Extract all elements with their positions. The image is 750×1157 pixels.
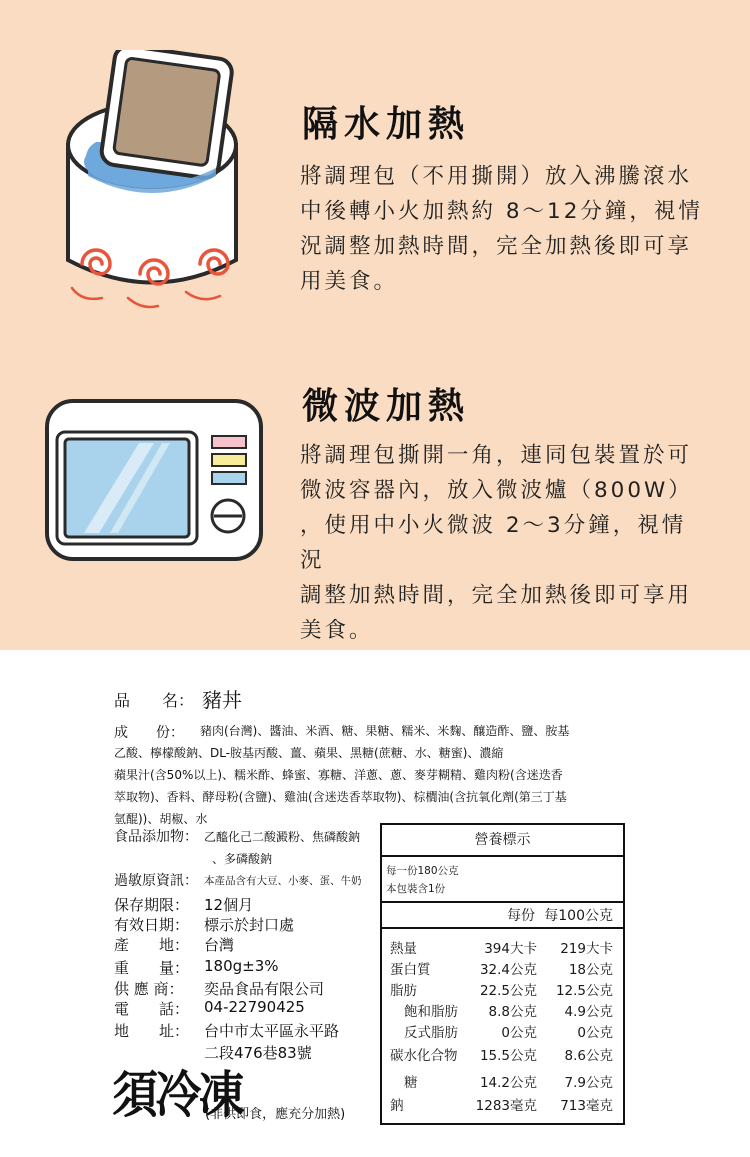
shelf-life-key: 保存期限：: [114, 896, 190, 914]
ingredient-line: 豬肉(台灣)、醬油、米酒、糖、果糖、糯米、米麴、釀造酢、鹽、胺基: [200, 724, 570, 738]
per-100g-value: 4.9公克: [564, 1004, 613, 1020]
additives-key: 食品添加物：: [114, 829, 198, 845]
per-serving-value: 1283毫克: [475, 1098, 537, 1114]
nutrient-name: 碳水化合物: [390, 1048, 458, 1064]
table-divider: [382, 927, 623, 929]
shelf-life: 12個月: [204, 896, 254, 914]
per-serving-value: 8.8公克: [488, 1004, 537, 1020]
phone-number: 04-22790425: [204, 998, 305, 1016]
per-100g-value: 12.5公克: [555, 983, 613, 999]
heating-warning: (非供即食，應充分加熱): [205, 1107, 346, 1122]
desc-line: ，使用中小火微波 2～3分鐘，視情況: [300, 513, 687, 573]
step-description: [300, 438, 710, 648]
per-serving-value: 32.4公克: [479, 962, 537, 978]
microwave-icon: [44, 398, 266, 566]
additives-line: 、多磷酸鈉: [212, 852, 273, 866]
per-100g-value: 18公克: [568, 962, 613, 978]
step-microwave: [0, 330, 750, 650]
origin: 台灣: [204, 936, 235, 954]
product-name-key: 品 名：: [114, 691, 195, 710]
nutrient-name: 熱量: [390, 941, 417, 957]
desc-line: 中後轉小火加熱約 8～12分鐘，視情: [300, 199, 703, 224]
desc-line: 美食。: [300, 618, 374, 643]
supplier: 奕品食品有限公司: [204, 980, 325, 998]
origin-key: 產 地：: [114, 936, 190, 954]
per-serving-value: 14.2公克: [479, 1075, 537, 1091]
per-serving-value: 394大卡: [484, 941, 537, 957]
per-100g-value: 219大卡: [560, 941, 613, 957]
nutrient-row: [382, 979, 623, 1000]
product-name: 豬丼: [202, 688, 242, 712]
nutrient-row: [382, 1071, 623, 1092]
nutrient-row: [382, 1021, 623, 1042]
additives-line: 乙醯化己二酸澱粉、焦磷酸鈉: [204, 830, 361, 844]
expiry-date: 標示於封口處: [204, 916, 295, 934]
ingredients-key: 成 份：: [114, 725, 184, 741]
nutrient-name: 鈉: [390, 1098, 404, 1114]
nutrient-row: [382, 937, 623, 958]
allergen-info: 本產品含有大豆、小麥、蛋、牛奶: [204, 875, 362, 887]
desc-line: 調整加熱時間，完全加熱後即可享用: [300, 583, 693, 608]
weight-key: 重 量：: [114, 959, 190, 977]
col-header-per-100g: 每100公克: [544, 908, 613, 924]
net-weight: 180g±3%: [204, 957, 279, 975]
table-divider: [382, 901, 623, 903]
keep-frozen-stamp: 須冷凍: [112, 1065, 242, 1124]
phone-key: 電 話：: [114, 1000, 190, 1018]
desc-line: 微波容器內，放入微波爐（800W）: [300, 478, 693, 503]
step-boil: [0, 0, 750, 330]
step-description: [300, 159, 710, 299]
nutrient-name: 反式脂肪: [404, 1025, 458, 1041]
nutrient-name: 蛋白質: [390, 962, 431, 978]
address-line: 台中市太平區永平路: [204, 1022, 340, 1040]
per-100g-value: 713毫克: [560, 1098, 613, 1114]
nutrient-row: [382, 1000, 623, 1021]
per-serving-value: 15.5公克: [479, 1048, 537, 1064]
expiry-key: 有效日期：: [114, 916, 190, 934]
address-key: 地 址：: [114, 1022, 190, 1040]
address-line: 二段476巷83號: [204, 1044, 312, 1062]
per-serving-value: 0公克: [501, 1025, 537, 1041]
col-header-per-serving: 每份: [507, 908, 535, 924]
nutrient-row: [382, 958, 623, 979]
ingredient-line: 乙酸、檸檬酸鈉、DL-胺基丙酸、薑、蘋果、黑糖(蔗糖、水、糖蜜)、濃縮: [114, 746, 504, 760]
step-title: 微波加熱: [302, 386, 471, 427]
nutrition-title: 營養標示: [382, 825, 623, 857]
supplier-key: 供 應 商：: [114, 980, 184, 998]
per-100g-value: 8.6公克: [564, 1048, 613, 1064]
nutrition-facts-table: [380, 823, 625, 1125]
per-100g-value: 0公克: [577, 1025, 613, 1041]
nutrient-row: [382, 1094, 623, 1115]
allergen-key: 過敏原資訊：: [114, 873, 198, 889]
desc-line: 用美食。: [300, 269, 399, 294]
nutrient-name: 糖: [404, 1075, 418, 1091]
per-serving-value: 22.5公克: [479, 983, 537, 999]
ingredient-line: 氫醌))、胡椒、水: [114, 812, 208, 826]
ingredient-line: 萃取物)、香料、酵母粉(含鹽)、雞油(含迷迭香萃取物)、棕櫚油(含抗氧化劑(第三丁基: [114, 790, 567, 804]
desc-line: 將調理包（不用撕開）放入沸騰滾水: [300, 164, 693, 189]
serving-size: 每一份180公克: [386, 865, 459, 877]
desc-line: 況調整加熱時間，完全加熱後即可享: [300, 234, 693, 259]
nutrient-name: 飽和脂肪: [404, 1004, 458, 1020]
ingredients-list: [114, 720, 619, 830]
desc-line: 將調理包撕開一角，連同包裝置於可: [300, 443, 693, 468]
per-100g-value: 7.9公克: [564, 1075, 613, 1091]
step-title: 隔水加熱: [302, 104, 471, 145]
pot-boiling-icon: [58, 50, 248, 320]
nutrient-row: [382, 1044, 623, 1065]
servings-per-package: 本包裝含1份: [386, 883, 446, 895]
nutrient-name: 脂肪: [390, 983, 417, 999]
ingredient-line: 蘋果汁(含50%以上)、糯米酢、蜂蜜、寡糖、洋蔥、蔥、麥芽糊精、雞肉粉(含迷迭香: [114, 768, 563, 782]
